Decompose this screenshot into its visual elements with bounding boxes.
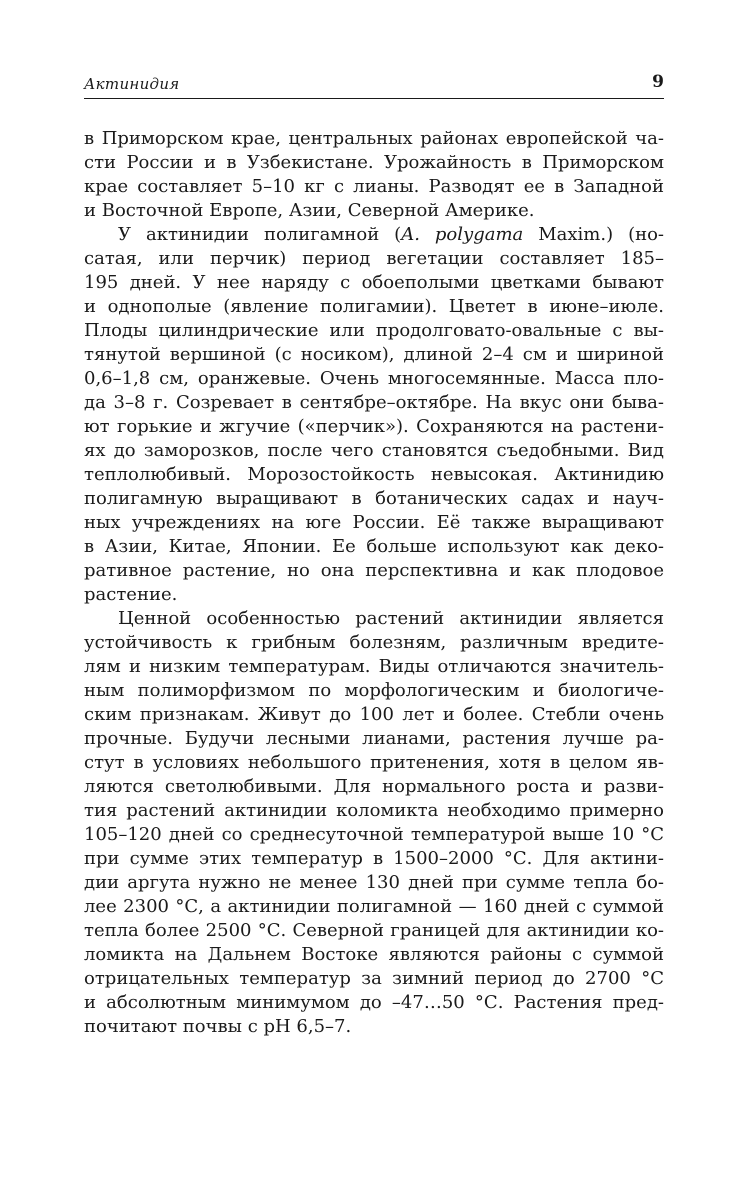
text-line: ют горькие и жгучие («перчик»). Сохраняются на растени- [84,416,664,437]
text-line: и однополые (явление полигамии). Цветет в июне–июле. [84,296,664,317]
text-line: в Приморском крае, центральных районах европейской ча- [84,128,664,149]
text-line: полигамную выращивают в ботанических садах и науч- [84,488,664,509]
paragraph-1 [84,127,664,223]
text-line: 105–120 дней со среднесуточной температурой выше 10 °С [84,824,664,845]
text-line: сатая, или перчик) период вегетации составляет 185– [84,248,664,269]
text-line: стут в условиях небольшого притенения, хотя в целом яв- [84,752,664,773]
text-line: ративное растение, но она перспективна и как плодовое [84,560,664,581]
text-line: крае составляет 5–10 кг с лианы. Разводят ее в Западной [84,176,664,197]
text-line: ляются светолюбивыми. Для нормального роста и разви- [84,776,664,797]
text-line: растение. [84,584,178,605]
body-text [84,127,664,1039]
latin-species-name: A. polygama [401,224,524,245]
text-line: лее 2300 °С, а актинидии полигамной — 160 дней с суммой [84,896,664,917]
text-line: ях до заморозков, после чего становятся съедобными. Вид [84,440,664,461]
text-line: тянутой вершиной (с носиком), длиной 2–4 см и шириной [84,344,664,365]
text-line: отрицательных температур за зимний период до 2700 °С [84,968,664,989]
text-line: ским признакам. Живут до 100 лет и более. Стебли очень [84,704,664,725]
text-line: Ценной особенностью растений актинидии является [118,608,664,629]
text-line: ных учреждениях на юге России. Её также выращивают [84,512,664,533]
text-line: Плоды цилиндрические или продолговато-овальные с вы- [84,320,664,341]
text-line: прочные. Будучи лесными лианами, растения лучше ра- [84,728,664,749]
page-number: 9 [652,72,664,92]
text-line: ломикта на Дальнем Востоке являются районы с суммой [84,944,664,965]
text-line: 0,6–1,8 см, оранжевые. Очень многосемянные. Масса пло- [84,368,664,389]
text-run: У актинидии полигамной ( [118,224,402,245]
running-header [84,72,664,99]
text-line: при сумме этих температур в 1500–2000 °С. Для актини- [84,848,664,869]
text-line: 195 дней. У нее наряду с обоеполыми цветками бывают [84,272,664,293]
text-line: теплолюбивый. Морозостойкость невысокая. Актинидию [84,464,664,485]
text-line: ным полиморфизмом по морфологическим и биологиче- [84,680,664,701]
text-line: устойчивость к грибным болезням, различным вредите- [84,632,664,653]
text-line: в Азии, Китае, Японии. Ее больше используют как деко- [84,536,664,557]
text-line: сти России и в Узбекистане. Урожайность в Приморском [84,152,664,173]
text-line: тия растений актинидии коломикта необходимо примерно [84,800,664,821]
running-title: Актинидия [84,75,180,93]
text-line: почитают почвы с pH 6,5–7. [84,1016,352,1037]
text-line: и Восточной Европе, Азии, Северной Америке. [84,200,535,221]
text-line: лям и низким температурам. Виды отличаются значитель- [84,656,664,677]
text-line [84,223,664,247]
text-line: и абсолютным минимумом до –47…50 °С. Растения пред- [84,992,664,1013]
text-line: да 3–8 г. Созревает в сентябре–октябре. На вкус они быва- [84,392,664,413]
text-run: Maxim.) (но- [523,224,665,245]
text-line: тепла более 2500 °С. Северной границей для актинидии ко- [84,920,664,941]
text-line: дии аргута нужно не менее 130 дней при сумме тепла бо- [84,872,664,893]
paragraph-2 [84,223,664,607]
paragraph-3 [84,607,664,1039]
